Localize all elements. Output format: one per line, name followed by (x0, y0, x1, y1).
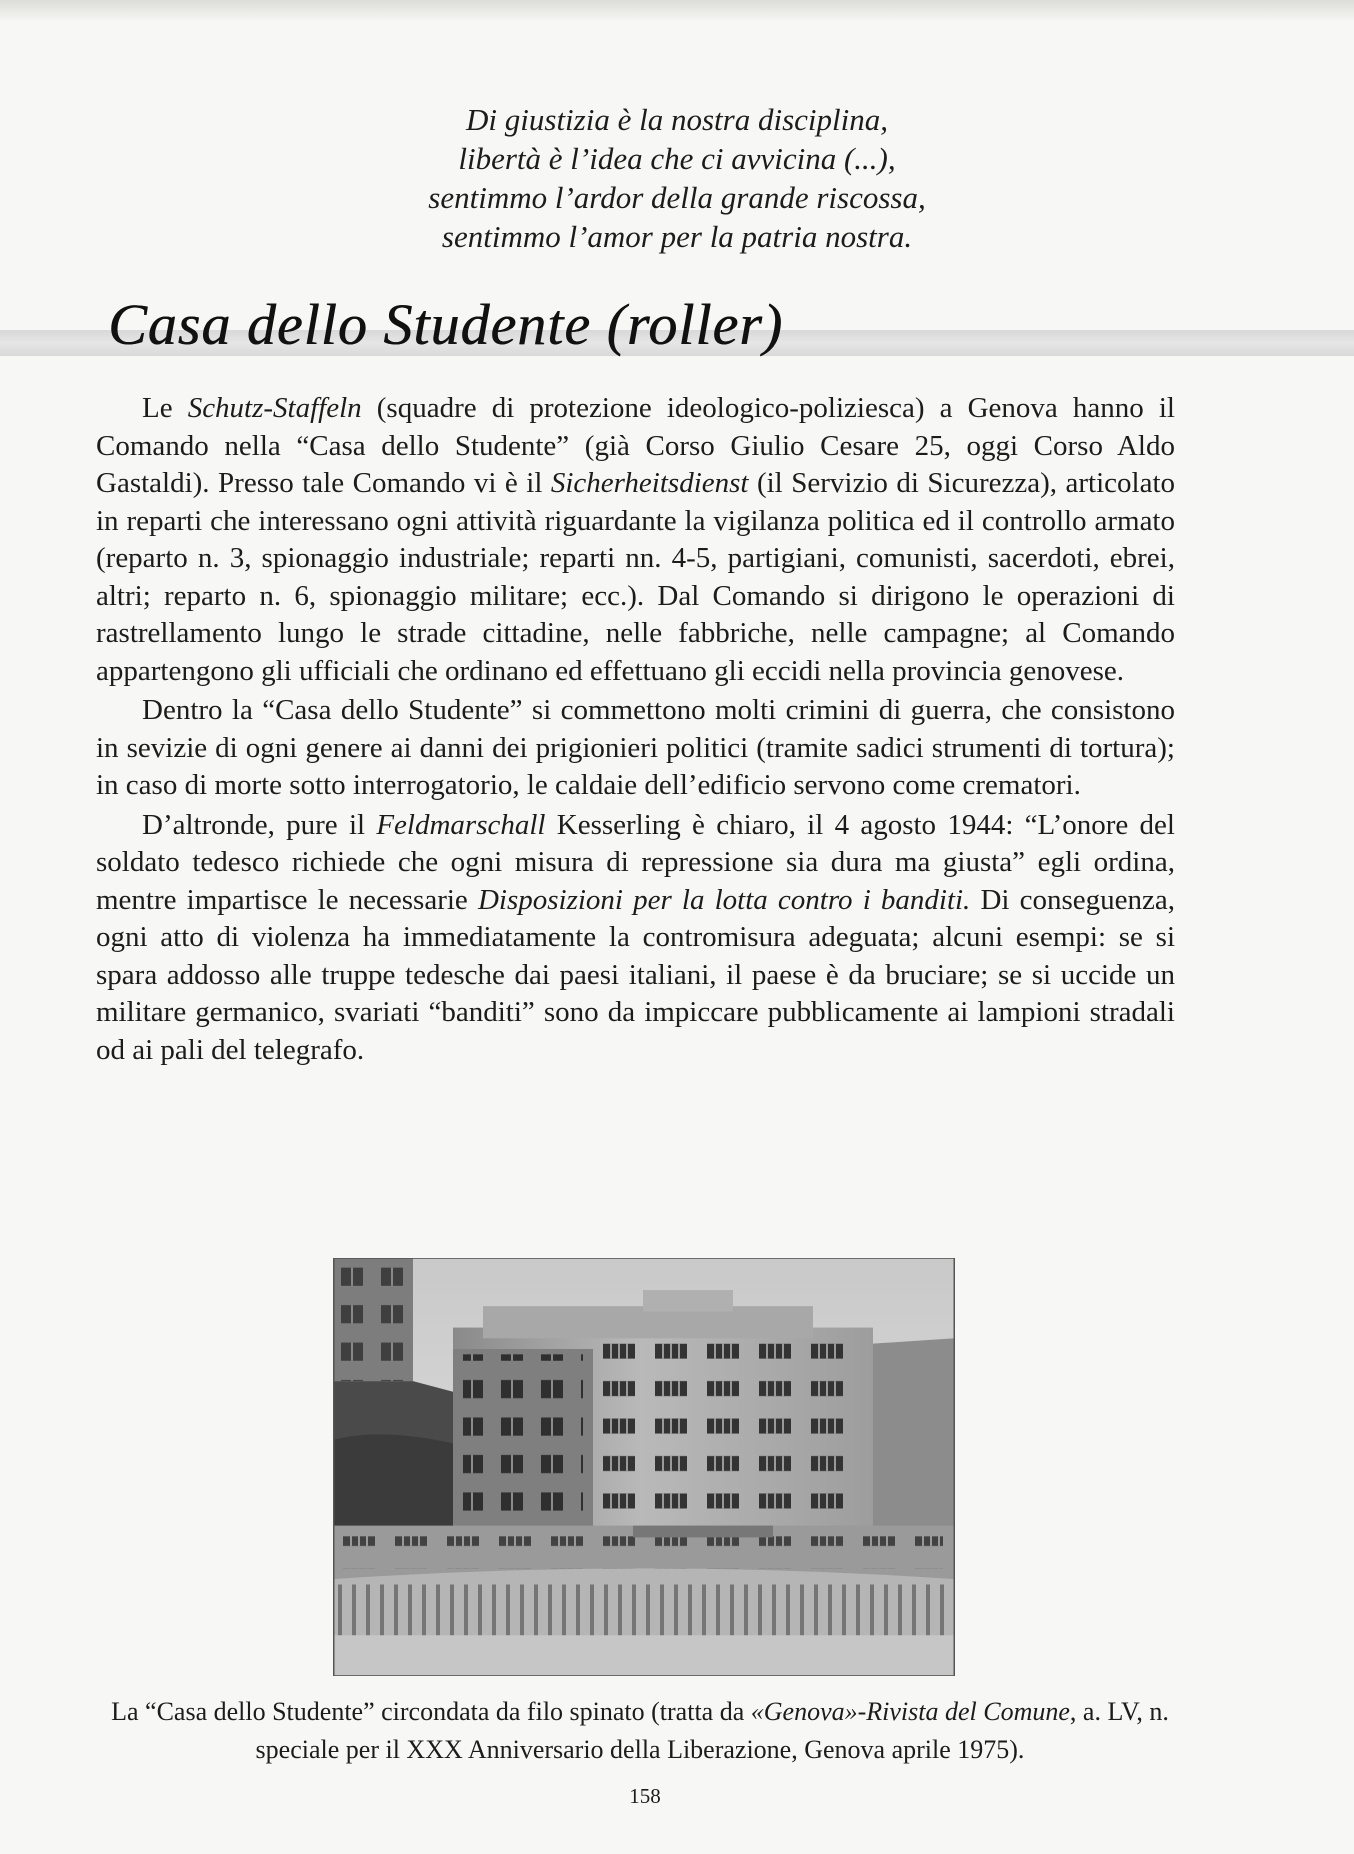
paragraph (96, 807, 1175, 1070)
text-run: Le (142, 392, 188, 424)
italic-text-run: Disposizioni per la lotta contro i banditi. (477, 883, 971, 916)
text-run: Di conseguenza, ogni atto di violenza ha immediatamente la contromisura adeguata; alcuni esempi: se si spara addosso alle truppe tedesche dai paesi italiani, il paese è da bruciare; se si uccide un militare germanico, svariati “banditi” sono da impiccare pubblicamente ai lampioni stradali od ai pali del telegrafo. (96, 883, 1175, 1066)
text-run: (il Servizio di Sicurezza), articolato in reparti che interessano ogni attività riguardante la vigilanza politica ed il controllo armato (reparto n. 3, spionaggio industriale; reparti nn. 4-5, partigiani, comunisti, sacerdoti, ebrei, altri; reparto n. 6, spionaggio militare; ecc.). Dal Comando si dirigono le operazioni di rastrellamento lungo le strade cittadine, nelle fabbriche, nelle campagne; al Comando appartengono gli ufficiali che ordinano ed effettuano gli eccidi nella provincia genovese. (96, 467, 1175, 687)
text-run: La “Casa dello Studente” circondata da filo spinato (tratta da (111, 1697, 751, 1726)
body-text (96, 390, 1175, 1071)
paragraph (96, 692, 1175, 805)
italic-text-run: Sicherheitsdienst (550, 467, 749, 499)
text-run: , a. LV, n. speciale per il XXX Anniversario della Liberazione, Genova aprile 1975). (255, 1697, 1169, 1764)
poem-line: libertà è l’idea che ci avvicina (...), (458, 141, 896, 176)
building-photo (333, 1258, 955, 1676)
paragraph (96, 390, 1175, 690)
scan-top-shadow (0, 0, 1354, 22)
poem-epigraph (0, 100, 1354, 256)
photo-caption (90, 1693, 1190, 1769)
text-run: Dentro la “Casa dello Studente” si commettono molti crimini di guerra, che consistono in sevizie di ogni genere ai danni dei prigionieri politici (tramite sadici strumenti di tortura); in caso di morte sotto interrogatorio, le caldaie dell’edificio servono come crematori. (96, 694, 1175, 801)
italic-text-run: «Genova»-Rivista del Comune (750, 1697, 1070, 1726)
text-run: Kesserling è chiaro, il 4 agosto 1944: “L’onore del soldato tedesco richiede che ogni misura di repressione sia dura ma giusta” egli ordina, mentre impartisce le necessarie (96, 808, 1175, 916)
italic-text-run: Schutz-Staffeln (187, 392, 362, 424)
italic-text-run: Feldmarschall (376, 808, 546, 841)
text-run: (squadre di protezione ideologico-poliziesca) a Genova hanno il Comando nella “Casa dello Studente” (già Corso Giulio Cesare 25, oggi Corso Aldo Gastaldi). Presso tale Comando vi è il (96, 392, 1175, 499)
page-number: 158 (629, 1784, 661, 1808)
text-run: D’altronde, pure il (142, 808, 377, 841)
poem-line: sentimmo l’amor per la patria nostra. (441, 219, 913, 254)
poem-line: sentimmo l’ardor della grande riscossa, (428, 180, 926, 215)
section-heading: Casa dello Studente (roller) (108, 292, 784, 357)
poem-line: Di giustizia è la nostra disciplina, (466, 102, 888, 137)
